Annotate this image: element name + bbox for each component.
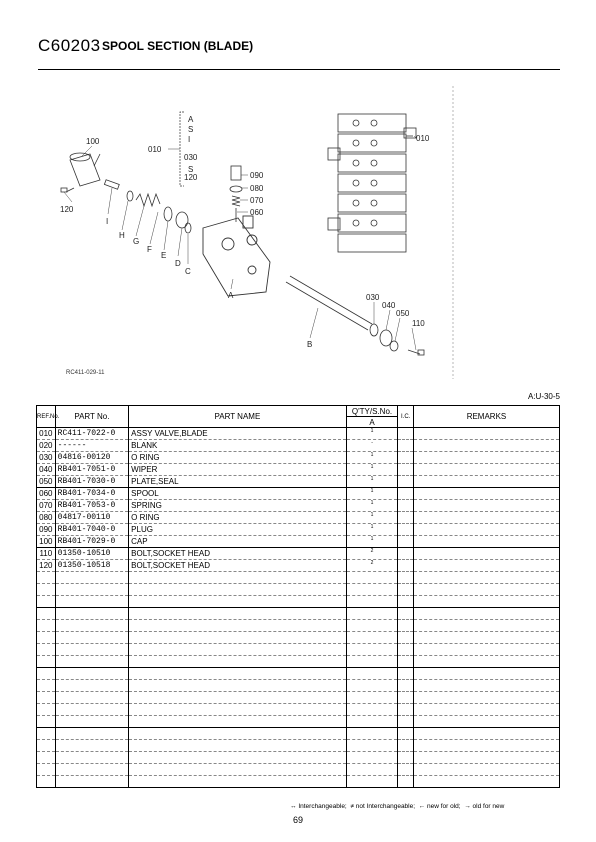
callout-050: 050 xyxy=(396,309,410,318)
remarks-cell xyxy=(413,452,559,464)
qty-cell: 2 xyxy=(346,548,398,560)
remarks-cell xyxy=(413,500,559,512)
table-row xyxy=(37,584,560,596)
exploded-parts-diagram xyxy=(38,84,560,394)
table-row xyxy=(37,464,560,476)
table-row xyxy=(37,476,560,488)
qty-cell: 1 xyxy=(346,476,398,488)
table-row xyxy=(37,488,560,500)
part-no-cell: RB401-7051-0 xyxy=(55,464,129,476)
ref-cell xyxy=(37,584,56,596)
part-no-cell: RB401-7030-0 xyxy=(55,476,129,488)
ref-cell: 020 xyxy=(37,440,56,452)
part-no-cell xyxy=(55,644,129,656)
legend-old-for-new: old for new xyxy=(472,803,505,810)
remarks-cell xyxy=(413,608,559,620)
table-row xyxy=(37,668,560,680)
ref-cell: 100 xyxy=(37,536,56,548)
ic-cell xyxy=(398,740,414,752)
col-header-part-no: PART No. xyxy=(55,406,129,428)
part-name-cell xyxy=(129,596,346,608)
remarks-cell xyxy=(413,440,559,452)
part-no-cell: RB401-7029-0 xyxy=(55,536,129,548)
header-rule xyxy=(38,69,560,70)
valve-body-drawing xyxy=(203,216,270,296)
qty-cell xyxy=(346,692,398,704)
ic-cell xyxy=(398,620,414,632)
qty-cell xyxy=(346,716,398,728)
ic-cell xyxy=(398,632,414,644)
callout-060: 060 xyxy=(250,208,264,217)
ref-cell: 050 xyxy=(37,476,56,488)
table-row xyxy=(37,764,560,776)
qty-cell xyxy=(346,632,398,644)
qty-cell xyxy=(346,668,398,680)
ic-cell xyxy=(398,704,414,716)
remarks-cell xyxy=(413,716,559,728)
qty-cell xyxy=(346,740,398,752)
remarks-cell xyxy=(413,584,559,596)
remarks-cell xyxy=(413,704,559,716)
remarks-cell xyxy=(413,632,559,644)
ic-cell xyxy=(398,764,414,776)
ic-cell xyxy=(398,680,414,692)
ic-cell xyxy=(398,584,414,596)
remarks-cell xyxy=(413,644,559,656)
callout-a: A xyxy=(228,291,234,300)
bracket-letter-s1: S xyxy=(188,125,194,134)
ref-cell: 120 xyxy=(37,560,56,572)
ref-cell xyxy=(37,728,56,740)
part-no-cell: RB401-7034-0 xyxy=(55,488,129,500)
part-name-cell: SPRING xyxy=(129,500,346,512)
table-row xyxy=(37,716,560,728)
table-row xyxy=(37,536,560,548)
remarks-cell xyxy=(413,488,559,500)
table-row xyxy=(37,596,560,608)
table-row xyxy=(37,500,560,512)
part-name-cell xyxy=(129,728,346,740)
remarks-cell xyxy=(413,620,559,632)
part-no-cell xyxy=(55,740,129,752)
part-no-cell xyxy=(55,764,129,776)
ic-cell xyxy=(398,488,414,500)
table-row xyxy=(37,692,560,704)
diagram-svg xyxy=(38,84,560,394)
part-no-cell xyxy=(55,704,129,716)
ref-cell: 110 xyxy=(37,548,56,560)
part-name-cell: BOLT,SOCKET HEAD xyxy=(129,548,346,560)
part-name-cell xyxy=(129,692,346,704)
qty-cell xyxy=(346,644,398,656)
model-code: A:U-30-5 xyxy=(527,392,560,401)
ic-cell xyxy=(398,548,414,560)
table-row xyxy=(37,776,560,788)
part-name-cell: BLANK xyxy=(129,440,346,452)
part-no-cell xyxy=(55,632,129,644)
part-no-cell: 01350-10510 xyxy=(55,548,129,560)
ref-cell: 080 xyxy=(37,512,56,524)
remarks-cell xyxy=(413,752,559,764)
part-name-cell: SPOOL xyxy=(129,488,346,500)
remarks-cell xyxy=(413,596,559,608)
qty-cell xyxy=(346,620,398,632)
col-header-qty: Q'TY/S.No. xyxy=(346,406,398,417)
plug-stack-drawing xyxy=(230,166,242,222)
ref-cell: 090 xyxy=(37,524,56,536)
page-title: SPOOL SECTION (BLADE) xyxy=(102,39,254,53)
remarks-cell xyxy=(413,548,559,560)
callout-c: C xyxy=(185,267,191,276)
ic-cell xyxy=(398,656,414,668)
ref-cell xyxy=(37,776,56,788)
part-no-cell: ------ xyxy=(55,440,129,452)
remarks-cell xyxy=(413,692,559,704)
ref-cell: 040 xyxy=(37,464,56,476)
callout-090: 090 xyxy=(250,171,264,180)
ref-cell xyxy=(37,620,56,632)
part-name-cell: O RING xyxy=(129,452,346,464)
ic-cell xyxy=(398,716,414,728)
part-name-cell xyxy=(129,740,346,752)
callout-b: B xyxy=(307,340,313,349)
section-code: C60203 xyxy=(38,36,101,55)
qty-cell xyxy=(346,608,398,620)
remarks-cell xyxy=(413,740,559,752)
ref-cell xyxy=(37,608,56,620)
qty-cell: 1 xyxy=(346,512,398,524)
qty-cell xyxy=(346,764,398,776)
table-row xyxy=(37,620,560,632)
callout-010-right: 010 xyxy=(416,134,430,143)
remarks-cell xyxy=(413,572,559,584)
qty-cell: 2 xyxy=(346,560,398,572)
part-name-cell xyxy=(129,632,346,644)
callout-f: F xyxy=(147,245,152,254)
part-name-cell xyxy=(129,584,346,596)
ic-cell xyxy=(398,752,414,764)
legend-new-for-old: new for old; xyxy=(426,803,461,810)
remarks-cell xyxy=(413,428,559,440)
table-row xyxy=(37,632,560,644)
remarks-cell xyxy=(413,476,559,488)
part-no-cell: 04817-00110 xyxy=(55,512,129,524)
part-no-cell xyxy=(55,596,129,608)
qty-cell xyxy=(346,752,398,764)
callout-120-left: 120 xyxy=(60,205,74,214)
part-no-cell: RC411-7022-0 xyxy=(55,428,129,440)
part-name-cell xyxy=(129,644,346,656)
part-name-cell xyxy=(129,680,346,692)
ic-cell xyxy=(398,428,414,440)
ic-cell xyxy=(398,644,414,656)
remarks-cell xyxy=(413,656,559,668)
qty-cell xyxy=(346,596,398,608)
part-no-cell: RB401-7040-0 xyxy=(55,524,129,536)
qty-cell: 1 xyxy=(346,428,398,440)
table-row xyxy=(37,608,560,620)
ic-cell xyxy=(398,536,414,548)
ic-cell xyxy=(398,572,414,584)
ref-cell xyxy=(37,692,56,704)
part-name-cell xyxy=(129,608,346,620)
callout-120-bracket: 120 xyxy=(184,173,198,182)
part-no-cell xyxy=(55,668,129,680)
remarks-cell xyxy=(413,464,559,476)
ref-cell: 060 xyxy=(37,488,56,500)
ref-cell: 070 xyxy=(37,500,56,512)
ic-cell xyxy=(398,668,414,680)
ic-cell xyxy=(398,476,414,488)
part-no-cell xyxy=(55,620,129,632)
callout-030-bracket: 030 xyxy=(184,153,198,162)
table-row xyxy=(37,440,560,452)
remarks-cell xyxy=(413,680,559,692)
table-row xyxy=(37,560,560,572)
part-name-cell: WIPER xyxy=(129,464,346,476)
table-row xyxy=(37,452,560,464)
part-name-cell: PLUG xyxy=(129,524,346,536)
part-no-cell xyxy=(55,776,129,788)
part-name-cell xyxy=(129,716,346,728)
part-no-cell xyxy=(55,692,129,704)
ic-cell xyxy=(398,500,414,512)
qty-cell: 1 xyxy=(346,464,398,476)
callout-i: I xyxy=(106,217,109,226)
arrow-right-icon: → xyxy=(464,803,471,810)
qty-cell xyxy=(346,584,398,596)
ic-cell xyxy=(398,776,414,788)
table-row xyxy=(37,656,560,668)
page-header xyxy=(38,30,560,70)
col-header-remarks: REMARKS xyxy=(413,406,559,428)
cap-drawing xyxy=(61,153,100,192)
part-name-cell xyxy=(129,656,346,668)
ref-cell xyxy=(37,716,56,728)
part-name-cell xyxy=(129,764,346,776)
ref-cell xyxy=(37,704,56,716)
qty-cell xyxy=(346,704,398,716)
ref-cell: 030 xyxy=(37,452,56,464)
part-no-cell: 04816-00120 xyxy=(55,452,129,464)
part-no-cell: RB401-7053-0 xyxy=(55,500,129,512)
callout-030: 030 xyxy=(366,293,380,302)
ic-cell xyxy=(398,692,414,704)
part-name-cell: ASSY VALVE,BLADE xyxy=(129,428,346,440)
ref-cell xyxy=(37,632,56,644)
ref-cell xyxy=(37,752,56,764)
part-name-cell xyxy=(129,572,346,584)
remarks-cell xyxy=(413,524,559,536)
remarks-cell xyxy=(413,560,559,572)
part-no-cell xyxy=(55,680,129,692)
table-row xyxy=(37,644,560,656)
remarks-cell xyxy=(413,536,559,548)
remarks-cell xyxy=(413,776,559,788)
ref-cell xyxy=(37,572,56,584)
leader-lines xyxy=(64,136,416,350)
part-no-cell xyxy=(55,752,129,764)
table-row xyxy=(37,740,560,752)
bracket-letter-s2: S xyxy=(188,165,194,174)
part-no-cell xyxy=(55,728,129,740)
part-name-cell xyxy=(129,776,346,788)
col-header-ic: I.C. xyxy=(398,406,414,428)
callout-010-left: 010 xyxy=(148,145,162,154)
col-header-qty-sub: A xyxy=(346,417,398,428)
ref-cell xyxy=(37,764,56,776)
qty-cell: 1 xyxy=(346,524,398,536)
part-no-cell xyxy=(55,572,129,584)
ic-cell xyxy=(398,560,414,572)
part-no-cell: 01350-10518 xyxy=(55,560,129,572)
ic-cell xyxy=(398,464,414,476)
table-row xyxy=(37,680,560,692)
part-name-cell xyxy=(129,668,346,680)
legend-not-interchangeable: not Interchangeable; xyxy=(355,803,416,810)
arrow-left-icon: ← xyxy=(418,803,426,810)
callout-080: 080 xyxy=(250,184,264,193)
ic-cell xyxy=(398,440,414,452)
part-name-cell xyxy=(129,620,346,632)
remarks-cell xyxy=(413,668,559,680)
qty-cell xyxy=(346,728,398,740)
callout-070: 070 xyxy=(250,196,264,205)
qty-cell xyxy=(346,680,398,692)
part-name-cell: BOLT,SOCKET HEAD xyxy=(129,560,346,572)
callout-040: 040 xyxy=(382,301,396,310)
interchangeable-icon: ↔ xyxy=(290,803,297,810)
callout-h: H xyxy=(119,231,125,240)
ref-cell xyxy=(37,740,56,752)
ic-cell xyxy=(398,608,414,620)
ic-cell xyxy=(398,524,414,536)
part-name-cell: CAP xyxy=(129,536,346,548)
ref-cell xyxy=(37,680,56,692)
ref-cell xyxy=(37,596,56,608)
part-no-cell xyxy=(55,656,129,668)
table-row xyxy=(37,704,560,716)
table-row xyxy=(37,752,560,764)
qty-cell: - xyxy=(346,440,398,452)
remarks-cell xyxy=(413,728,559,740)
qty-cell: 1 xyxy=(346,452,398,464)
col-header-part-name: PART NAME xyxy=(129,406,346,428)
qty-cell: 1 xyxy=(346,488,398,500)
callout-d: D xyxy=(175,259,181,268)
valve-stack-drawing xyxy=(328,114,416,252)
callout-e: E xyxy=(161,251,167,260)
remarks-cell xyxy=(413,512,559,524)
part-no-cell xyxy=(55,584,129,596)
part-no-cell xyxy=(55,716,129,728)
qty-cell: 1 xyxy=(346,500,398,512)
col-header-ref: REF.No. xyxy=(37,406,56,428)
ic-cell xyxy=(398,452,414,464)
ic-cell xyxy=(398,512,414,524)
figure-code: RC411-029-11 xyxy=(66,370,105,376)
qty-cell xyxy=(346,776,398,788)
table-row xyxy=(37,572,560,584)
callout-g: G xyxy=(133,237,140,246)
not-equal-icon: ≠ xyxy=(350,803,354,810)
qty-cell xyxy=(346,572,398,584)
callout-110: 110 xyxy=(412,319,425,328)
callout-100: 100 xyxy=(86,137,100,146)
page-number: 69 xyxy=(292,815,303,825)
ref-cell: 010 xyxy=(37,428,56,440)
qty-cell xyxy=(346,656,398,668)
ref-cell xyxy=(37,668,56,680)
remarks-cell xyxy=(413,764,559,776)
spool-parts-drawing xyxy=(104,180,191,233)
legend-interchangeable: Interchangeable; xyxy=(298,803,347,810)
bracket-letter-a: A xyxy=(188,115,194,124)
table-row xyxy=(37,548,560,560)
parts-table xyxy=(36,405,560,788)
ref-cell xyxy=(37,656,56,668)
table-row xyxy=(37,512,560,524)
ic-cell xyxy=(398,596,414,608)
table-row xyxy=(37,524,560,536)
part-name-cell xyxy=(129,704,346,716)
ic-cell xyxy=(398,728,414,740)
part-name-cell: PLATE,SEAL xyxy=(129,476,346,488)
legend xyxy=(290,803,504,810)
part-no-cell xyxy=(55,608,129,620)
part-name-cell xyxy=(129,752,346,764)
parts-table-body xyxy=(37,428,560,788)
table-row xyxy=(37,428,560,440)
ref-cell xyxy=(37,644,56,656)
part-name-cell: O RING xyxy=(129,512,346,524)
qty-cell: 1 xyxy=(346,536,398,548)
bracket-letter-i: I xyxy=(188,135,191,144)
table-row xyxy=(37,728,560,740)
